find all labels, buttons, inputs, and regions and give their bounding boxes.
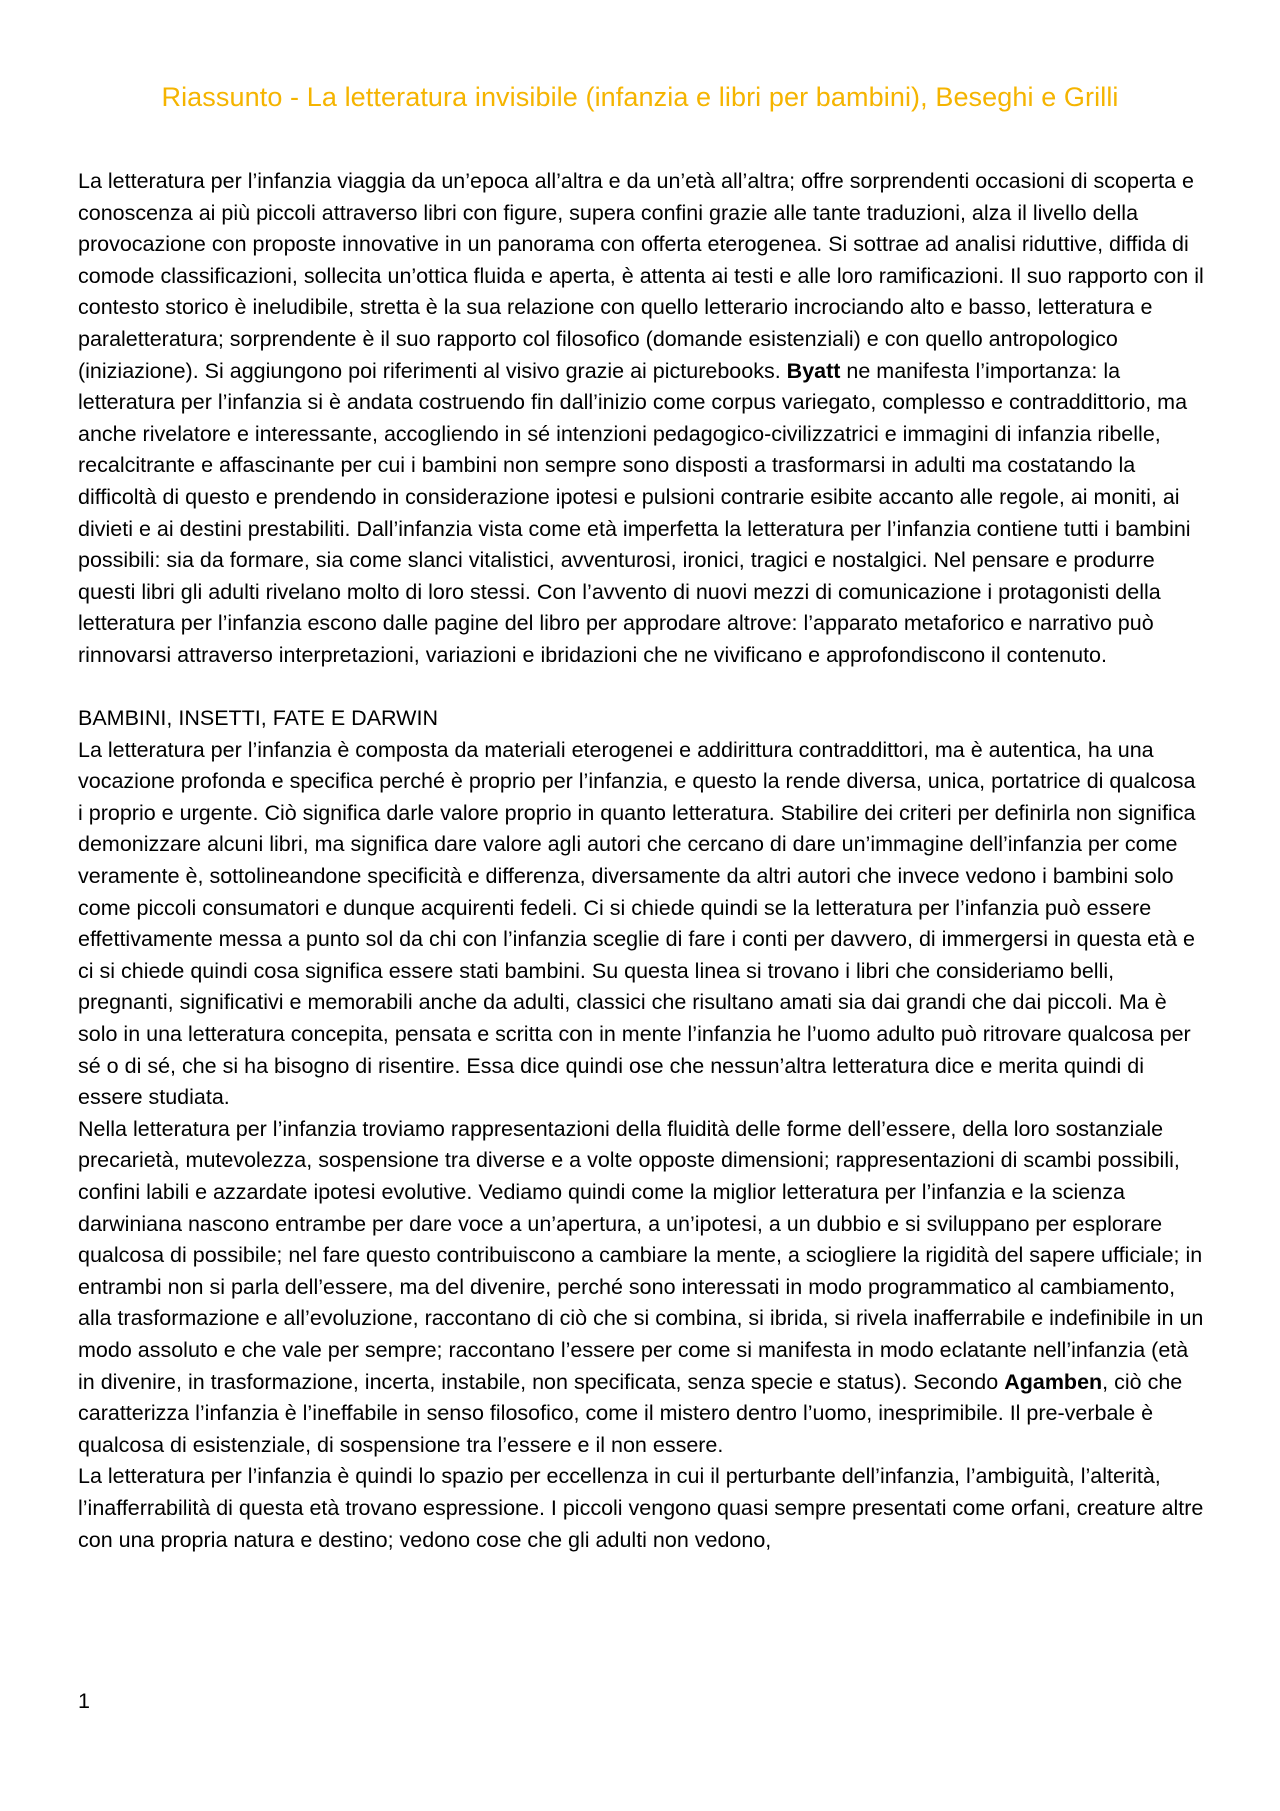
document-title: Riassunto - La letteratura invisibile (infanzia e libri per bambini), Beseghi e Grilli: [161, 82, 1119, 112]
document-body: [78, 166, 1206, 1556]
paragraph-intro: [78, 166, 1206, 672]
paragraph-definition: La letteratura per l’infanzia è composta da materiali eterogenei e addirittura contraddittori, ma è autentica, ha una vocazione profonda e specifica perché è proprio per l’infanzia, e questo la rende diversa, unica, portatrice di qualcosa i proprio e urgente. Ciò significa darle valore proprio in quanto letteratura. Stabilire dei criteri per definirla non significa demonizzare alcuni libri, ma significa dare valore agli autori che cercano di dare un’immagine dell’infanzia per come veramente è, sottolineandone specificità e differenza, diversamente da altri autori che invece vedono i bambini solo come piccoli consumatori e dunque acquirenti fedeli. Ci si chiede quindi se la letteratura per l’infanzia può essere effettivamente messa a punto sol da chi con l’infanzia sceglie di fare i conti per davvero, di immergersi in questa età e ci si chiede quindi cosa significa essere stati bambini. Su questa linea si trovano i libri che consideriamo belli, pregnanti, significativi e memorabili anche da adulti, classici che risultano amati sia dai grandi che dai piccoli. Ma è solo in una letteratura concepita, pensata e scritta con in mente l’infanzia he l’uomo adulto può ritrovare qualcosa per sé o di sé, che si ha bisogno di risentire. Essa dice quindi ose che nessun’altra letteratura dice e merita quindi di essere studiata.: [78, 737, 1196, 1110]
paragraph-intro-text-a: La letteratura per l’infanzia viaggia da un’epoca all’altra e da un’età all’altra; offre sorprendenti occasioni di scoperta e conoscenza ai più piccoli attraverso libri con figure, supera confini grazie alle tante traduzioni, alza il livello della provocazione con proposte innovative in un panorama con offerta eterogenea. Si sottrae ad analisi riduttive, diffida di comode classificazioni, sollecita un’ottica fluida e aperta, è attenta ai testi e alle loro ramificazioni. Il suo rapporto con il contesto storico è ineludibile, stretta è la sua relazione con quello letterario incrociando alto e basso, letteratura e paraletteratura; sorprendente è il suo rapporto col filosofico (domande esistenziali) e con quello antropologico (iniziazione). Si aggiungono poi riferimenti al visivo grazie ai picturebooks.: [78, 169, 1204, 383]
author-name-agamben: Agamben: [1004, 1369, 1103, 1394]
paragraph-spacer: [78, 672, 1206, 704]
section-heading: BAMBINI, INSETTI, FATE E DARWIN: [78, 706, 438, 731]
paragraph-intro-text-b: ne manifesta l’importanza: la letteratura per l’infanzia si è andata costruendo fin dall’inizio come corpus variegato, complesso e contraddittorio, ma anche rivelatore e interessante, accogliendo in sé intenzioni pedagogico-civilizzatrici e immagini di infanzia ribelle, recalcitrante e affascinante per cui i bambini non sempre sono disposti a trasformarsi in adulti ma costatando la difficoltà di questo e prendendo in considerazione ipotesi e pulsioni contrarie esibite accanto alle regole, ai moniti, ai divieti e ai destini prestabiliti. Dall’infanzia vista come età imperfetta la letteratura per l’infanzia contiene tutti i bambini possibili: sia da formare, sia come slanci vitalistici, avventurosi, ironici, tragici e nostalgici. Nel pensare e produrre questi libri gli adulti rivelano molto di loro stessi. Con l’avvento di nuovi mezzi di comunicazione i protagonisti della letteratura per l’infanzia escono dalle pagine del libro per approdare altrove: l’apparato metaforico e narrativo può rinnovarsi attraverso interpretazioni, variazioni e ibridazioni che ne vivificano e approfondiscono il contenuto.: [78, 358, 1191, 667]
author-name-byatt: Byatt: [786, 358, 841, 383]
paragraph-darwin: [78, 1114, 1206, 1462]
paragraph-darwin-text-b: , ciò che caratterizza l’infanzia è l’ineffabile in senso filosofico, come il mistero dentro l’uomo, inesprimibile. Il pre-verbale è qualcosa di esistenziale, di sospensione tra l’essere e il non essere.: [78, 1369, 1183, 1457]
paragraph-perturbante: La letteratura per l’infanzia è quindi lo spazio per eccellenza in cui il perturbante dell’infanzia, l’ambiguità, l’alterità, l’inafferrabilità di questa età trovano espressione. I piccoli vengono quasi sempre presentati come orfani, creature altre con una propria natura e destino; vedono cose che gli adulti non vedono,: [78, 1464, 1204, 1552]
page-number: 1: [78, 1689, 90, 1713]
paragraph-darwin-text-a: Nella letteratura per l’infanzia troviamo rappresentazioni della fluidità delle forme dell’essere, della loro sostanziale precarietà, mutevolezza, sospensione tra diverse e a volte opposte dimensioni; rappresentazioni di scambi possibili, confini labili e azzardate ipotesi evolutive. Vediamo quindi come la miglior letteratura per l’infanzia e la scienza darwiniana nascono entrambe per dare voce a un’apertura, a un’ipotesi, a un dubbio e si sviluppano per esplorare qualcosa di possibile; nel fare questo contribuiscono a cambiare la mente, a sciogliere la rigidità del sapere ufficiale; in entrambi non si parla dell’essere, ma del divenire, perché sono interessati in modo programmatico al cambiamento, alla trasformazione e all’evoluzione, raccontano di ciò che si combina, si ibrida, si rivela inafferrabile e indefinibile in un modo assoluto e che vale per sempre; raccontano l’essere per come si manifesta in modo eclatante nell’infanzia (età in divenire, in trasformazione, incerta, instabile, non specificata, senza specie e status). Secondo: [78, 1116, 1204, 1394]
